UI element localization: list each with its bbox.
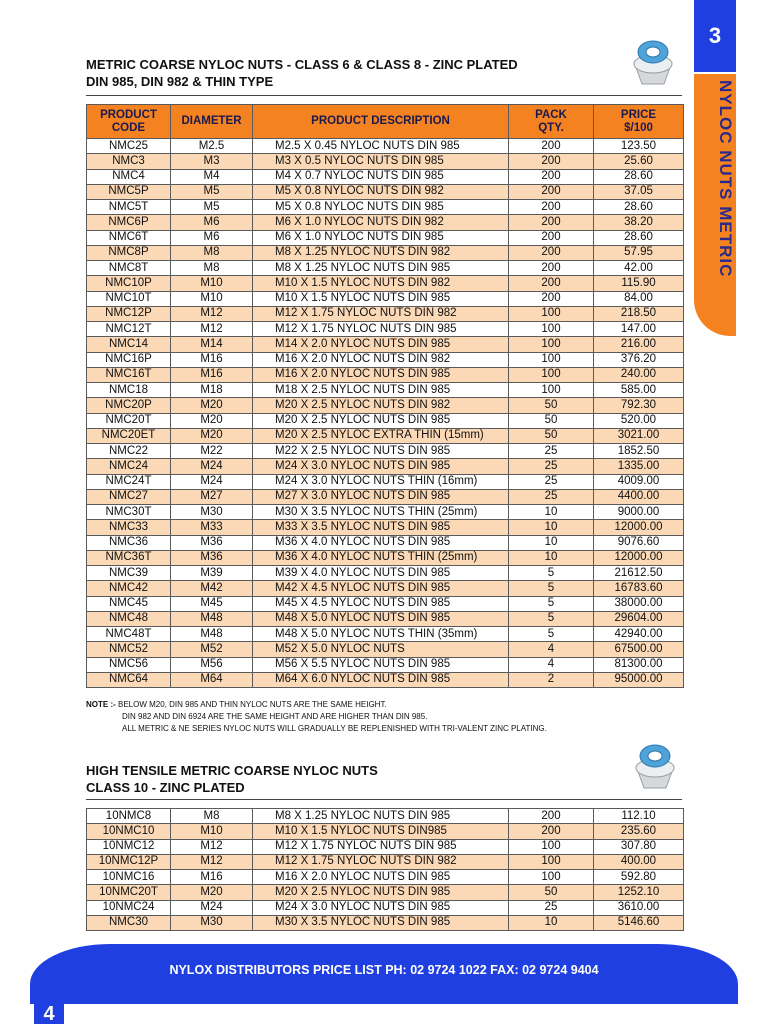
cell-price: 4400.00 xyxy=(594,489,684,504)
cell-pack-qty: 5 xyxy=(509,627,594,642)
table-row xyxy=(87,398,684,413)
table-row xyxy=(87,566,684,581)
cell-description: M16 X 2.0 NYLOC NUTS DIN 985 xyxy=(253,367,509,382)
cell-price: 84.00 xyxy=(594,291,684,306)
cell-description: M4 X 0.7 NYLOC NUTS DIN 985 xyxy=(253,169,509,184)
cell-price: 400.00 xyxy=(594,854,684,869)
cell-pack-qty: 4 xyxy=(509,657,594,672)
cell-price: 28.60 xyxy=(594,200,684,215)
cell-diameter: M45 xyxy=(171,596,253,611)
cell-diameter: M16 xyxy=(171,352,253,367)
cell-product-code: NMC22 xyxy=(87,444,171,459)
cell-pack-qty: 200 xyxy=(509,139,594,154)
cell-product-code: NMC18 xyxy=(87,383,171,398)
cell-product-code: NMC56 xyxy=(87,657,171,672)
cell-price: 3021.00 xyxy=(594,428,684,443)
cell-product-code: NMC36T xyxy=(87,550,171,565)
cell-pack-qty: 200 xyxy=(509,245,594,260)
cell-description: M14 X 2.0 NYLOC NUTS DIN 985 xyxy=(253,337,509,352)
cell-product-code: NMC14 xyxy=(87,337,171,352)
cell-product-code: NMC30 xyxy=(87,915,171,930)
cell-price: 520.00 xyxy=(594,413,684,428)
cell-price: 42.00 xyxy=(594,261,684,276)
table-row xyxy=(87,520,684,535)
cell-diameter: M16 xyxy=(171,367,253,382)
cell-product-code: NMC20ET xyxy=(87,428,171,443)
cell-diameter: M10 xyxy=(171,824,253,839)
cell-diameter: M16 xyxy=(171,870,253,885)
cell-product-code: NMC12P xyxy=(87,306,171,321)
cell-description: M18 X 2.5 NYLOC NUTS DIN 985 xyxy=(253,383,509,398)
cell-price: 4009.00 xyxy=(594,474,684,489)
cell-description: M12 X 1.75 NYLOC NUTS DIN 982 xyxy=(253,306,509,321)
cell-product-code: NMC8P xyxy=(87,245,171,260)
cell-product-code: 10NMC10 xyxy=(87,824,171,839)
cell-price: 1335.00 xyxy=(594,459,684,474)
cell-diameter: M20 xyxy=(171,398,253,413)
cell-pack-qty: 100 xyxy=(509,337,594,352)
table-row xyxy=(87,184,684,199)
cell-price: 95000.00 xyxy=(594,672,684,687)
cell-pack-qty: 25 xyxy=(509,900,594,915)
cell-price: 5146.60 xyxy=(594,915,684,930)
cell-diameter: M64 xyxy=(171,672,253,687)
note-line3: ALL METRIC & NE SERIES NYLOC NUTS WILL GRADUALLY BE REPLENISHED WITH TRI-VALENT ZINC PLATING. xyxy=(122,724,547,733)
cell-description: M16 X 2.0 NYLOC NUTS DIN 985 xyxy=(253,870,509,885)
cell-pack-qty: 200 xyxy=(509,809,594,824)
cell-diameter: M6 xyxy=(171,215,253,230)
section-side-label xyxy=(694,74,736,336)
table-row xyxy=(87,809,684,824)
cell-pack-qty: 2 xyxy=(509,672,594,687)
table-row xyxy=(87,611,684,626)
cell-diameter: M56 xyxy=(171,657,253,672)
cell-pack-qty: 200 xyxy=(509,261,594,276)
cell-diameter: M24 xyxy=(171,459,253,474)
cell-description: M2.5 X 0.45 NYLOC NUTS DIN 985 xyxy=(253,139,509,154)
cell-product-code: NMC24T xyxy=(87,474,171,489)
cell-price: 9000.00 xyxy=(594,505,684,520)
col-header-description: PRODUCT DESCRIPTION xyxy=(253,105,509,139)
cell-product-code: NMC10P xyxy=(87,276,171,291)
cell-diameter: M33 xyxy=(171,520,253,535)
cell-description: M10 X 1.5 NYLOC NUTS DIN 982 xyxy=(253,276,509,291)
table-row xyxy=(87,657,684,672)
table-row xyxy=(87,261,684,276)
cell-pack-qty: 100 xyxy=(509,839,594,854)
cell-description: M10 X 1.5 NYLOC NUTS DIN 985 xyxy=(253,291,509,306)
cell-description: M12 X 1.75 NYLOC NUTS DIN 985 xyxy=(253,839,509,854)
cell-diameter: M30 xyxy=(171,505,253,520)
col-header-pack: PACK QTY. xyxy=(509,105,594,139)
cell-price: 307.80 xyxy=(594,839,684,854)
cell-product-code: NMC42 xyxy=(87,581,171,596)
cell-product-code: 10NMC12 xyxy=(87,839,171,854)
table-row xyxy=(87,900,684,915)
cell-price: 240.00 xyxy=(594,367,684,382)
cell-price: 57.95 xyxy=(594,245,684,260)
table-row xyxy=(87,337,684,352)
cell-diameter: M3 xyxy=(171,154,253,169)
cell-product-code: NMC30T xyxy=(87,505,171,520)
section1-title-line1: METRIC COARSE NYLOC NUTS - CLASS 6 & CLASS 8 - ZINC PLATED xyxy=(86,57,518,72)
cell-price: 1252.10 xyxy=(594,885,684,900)
cell-description: M30 X 3.5 NYLOC NUTS DIN 985 xyxy=(253,915,509,930)
cell-description: M12 X 1.75 NYLOC NUTS DIN 985 xyxy=(253,322,509,337)
cell-description: M48 X 5.0 NYLOC NUTS THIN (35mm) xyxy=(253,627,509,642)
cell-price: 147.00 xyxy=(594,322,684,337)
cell-product-code: 10NMC8 xyxy=(87,809,171,824)
cell-price: 123.50 xyxy=(594,139,684,154)
cell-description: M5 X 0.8 NYLOC NUTS DIN 985 xyxy=(253,200,509,215)
cell-pack-qty: 25 xyxy=(509,474,594,489)
table-row xyxy=(87,870,684,885)
cell-price: 216.00 xyxy=(594,337,684,352)
cell-description: M48 X 5.0 NYLOC NUTS DIN 985 xyxy=(253,611,509,626)
cell-diameter: M5 xyxy=(171,200,253,215)
cell-product-code: NMC45 xyxy=(87,596,171,611)
cell-price: 115.90 xyxy=(594,276,684,291)
cell-price: 38000.00 xyxy=(594,596,684,611)
cell-pack-qty: 5 xyxy=(509,611,594,626)
table-header-row xyxy=(87,105,684,139)
table-row xyxy=(87,824,684,839)
cell-pack-qty: 100 xyxy=(509,352,594,367)
section2-title-line2: CLASS 10 - ZINC PLATED xyxy=(86,780,245,795)
cell-price: 81300.00 xyxy=(594,657,684,672)
cell-diameter: M10 xyxy=(171,276,253,291)
cell-description: M56 X 5.5 NYLOC NUTS DIN 985 xyxy=(253,657,509,672)
cell-diameter: M8 xyxy=(171,809,253,824)
cell-product-code: NMC6P xyxy=(87,215,171,230)
cell-pack-qty: 25 xyxy=(509,444,594,459)
cell-diameter: M4 xyxy=(171,169,253,184)
table-row xyxy=(87,550,684,565)
cell-pack-qty: 50 xyxy=(509,428,594,443)
cell-product-code: NMC39 xyxy=(87,566,171,581)
cell-diameter: M27 xyxy=(171,489,253,504)
col-header-price: PRICE $/100 xyxy=(594,105,684,139)
cell-price: 25.60 xyxy=(594,154,684,169)
cell-price: 38.20 xyxy=(594,215,684,230)
cell-price: 218.50 xyxy=(594,306,684,321)
cell-price: 67500.00 xyxy=(594,642,684,657)
cell-description: M8 X 1.25 NYLOC NUTS DIN 985 xyxy=(253,261,509,276)
cell-product-code: NMC20P xyxy=(87,398,171,413)
cell-price: 12000.00 xyxy=(594,520,684,535)
cell-product-code: NMC16T xyxy=(87,367,171,382)
cell-product-code: 10NMC12P xyxy=(87,854,171,869)
cell-diameter: M48 xyxy=(171,611,253,626)
cell-description: M24 X 3.0 NYLOC NUTS DIN 985 xyxy=(253,459,509,474)
section2-title xyxy=(86,762,378,796)
cell-description: M5 X 0.8 NYLOC NUTS DIN 982 xyxy=(253,184,509,199)
cell-pack-qty: 25 xyxy=(509,489,594,504)
cell-description: M45 X 4.5 NYLOC NUTS DIN 985 xyxy=(253,596,509,611)
cell-price: 585.00 xyxy=(594,383,684,398)
cell-description: M20 X 2.5 NYLOC NUTS DIN 982 xyxy=(253,398,509,413)
cell-product-code: NMC5P xyxy=(87,184,171,199)
cell-diameter: M12 xyxy=(171,322,253,337)
cell-product-code: NMC12T xyxy=(87,322,171,337)
cell-description: M8 X 1.25 NYLOC NUTS DIN 985 xyxy=(253,809,509,824)
cell-description: M20 X 2.5 NYLOC NUTS DIN 985 xyxy=(253,885,509,900)
cell-diameter: M6 xyxy=(171,230,253,245)
cell-price: 37.05 xyxy=(594,184,684,199)
table-row xyxy=(87,444,684,459)
cell-description: M24 X 3.0 NYLOC NUTS THIN (16mm) xyxy=(253,474,509,489)
section2-divider xyxy=(86,799,682,800)
cell-product-code: 10NMC16 xyxy=(87,870,171,885)
table-row xyxy=(87,230,684,245)
cell-pack-qty: 10 xyxy=(509,505,594,520)
cell-price: 16783.60 xyxy=(594,581,684,596)
high-tensile-nyloc-price-table xyxy=(86,808,684,931)
table-row xyxy=(87,276,684,291)
cell-price: 376.20 xyxy=(594,352,684,367)
cell-price: 29604.00 xyxy=(594,611,684,626)
cell-product-code: NMC16P xyxy=(87,352,171,367)
cell-price: 792.30 xyxy=(594,398,684,413)
note-label: NOTE :- xyxy=(86,700,116,709)
page-tab-number: 3 xyxy=(694,0,736,72)
table-row xyxy=(87,306,684,321)
table-row xyxy=(87,459,684,474)
cell-diameter: M18 xyxy=(171,383,253,398)
table-row xyxy=(87,535,684,550)
cell-pack-qty: 50 xyxy=(509,885,594,900)
cell-diameter: M39 xyxy=(171,566,253,581)
cell-diameter: M5 xyxy=(171,184,253,199)
nyloc-nut-icon xyxy=(630,738,680,794)
note-line1-text: BELOW M20, DIN 985 AND THIN NYLOC NUTS ARE THE SAME HEIGHT. xyxy=(115,700,387,709)
cell-price: 28.60 xyxy=(594,230,684,245)
table-row xyxy=(87,885,684,900)
cell-pack-qty: 200 xyxy=(509,169,594,184)
cell-product-code: NMC5T xyxy=(87,200,171,215)
cell-description: M30 X 3.5 NYLOC NUTS THIN (25mm) xyxy=(253,505,509,520)
table-row xyxy=(87,915,684,930)
table-row xyxy=(87,672,684,687)
cell-diameter: M8 xyxy=(171,261,253,276)
table-row xyxy=(87,505,684,520)
cell-diameter: M22 xyxy=(171,444,253,459)
cell-description: M20 X 2.5 NYLOC NUTS DIN 985 xyxy=(253,413,509,428)
cell-product-code: NMC4 xyxy=(87,169,171,184)
cell-price: 235.60 xyxy=(594,824,684,839)
table-row xyxy=(87,627,684,642)
cell-description: M27 X 3.0 NYLOC NUTS DIN 985 xyxy=(253,489,509,504)
cell-pack-qty: 200 xyxy=(509,824,594,839)
cell-pack-qty: 200 xyxy=(509,215,594,230)
cell-product-code: NMC25 xyxy=(87,139,171,154)
cell-pack-qty: 5 xyxy=(509,596,594,611)
cell-product-code: 10NMC20T xyxy=(87,885,171,900)
cell-product-code: NMC52 xyxy=(87,642,171,657)
footer-contact-text: NYLOX DISTRIBUTORS PRICE LIST PH: 02 9724 1022 FAX: 02 9724 9404 xyxy=(169,963,599,977)
cell-diameter: M24 xyxy=(171,474,253,489)
table-row xyxy=(87,489,684,504)
cell-product-code: NMC3 xyxy=(87,154,171,169)
cell-diameter: M12 xyxy=(171,854,253,869)
cell-pack-qty: 200 xyxy=(509,230,594,245)
cell-diameter: M20 xyxy=(171,413,253,428)
cell-diameter: M12 xyxy=(171,839,253,854)
cell-diameter: M20 xyxy=(171,885,253,900)
table-row xyxy=(87,169,684,184)
cell-pack-qty: 100 xyxy=(509,367,594,382)
cell-pack-qty: 100 xyxy=(509,854,594,869)
note-line2: DIN 982 AND DIN 6924 ARE THE SAME HEIGHT AND ARE HIGHER THAN DIN 985. xyxy=(122,712,428,721)
cell-description: M36 X 4.0 NYLOC NUTS DIN 985 xyxy=(253,535,509,550)
table-row xyxy=(87,200,684,215)
cell-pack-qty: 10 xyxy=(509,520,594,535)
cell-price: 112.10 xyxy=(594,809,684,824)
table-row xyxy=(87,352,684,367)
cell-diameter: M10 xyxy=(171,291,253,306)
cell-pack-qty: 100 xyxy=(509,322,594,337)
cell-price: 592.80 xyxy=(594,870,684,885)
cell-price: 3610.00 xyxy=(594,900,684,915)
section1-title xyxy=(86,56,518,90)
col-header-code: PRODUCT CODE xyxy=(87,105,171,139)
cell-diameter: M48 xyxy=(171,627,253,642)
cell-product-code: NMC20T xyxy=(87,413,171,428)
cell-description: M22 X 2.5 NYLOC NUTS DIN 985 xyxy=(253,444,509,459)
cell-diameter: M24 xyxy=(171,900,253,915)
cell-pack-qty: 5 xyxy=(509,566,594,581)
cell-product-code: NMC6T xyxy=(87,230,171,245)
cell-diameter: M30 xyxy=(171,915,253,930)
cell-description: M16 X 2.0 NYLOC NUTS DIN 982 xyxy=(253,352,509,367)
cell-product-code: 10NMC24 xyxy=(87,900,171,915)
cell-diameter: M36 xyxy=(171,550,253,565)
cell-description: M10 X 1.5 NYLOC NUTS DIN985 xyxy=(253,824,509,839)
cell-product-code: NMC27 xyxy=(87,489,171,504)
cell-product-code: NMC33 xyxy=(87,520,171,535)
cell-diameter: M42 xyxy=(171,581,253,596)
cell-pack-qty: 10 xyxy=(509,915,594,930)
table-row xyxy=(87,322,684,337)
cell-pack-qty: 50 xyxy=(509,413,594,428)
table-row xyxy=(87,642,684,657)
cell-product-code: NMC48 xyxy=(87,611,171,626)
cell-pack-qty: 100 xyxy=(509,383,594,398)
cell-diameter: M12 xyxy=(171,306,253,321)
table-row xyxy=(87,154,684,169)
side-label-text: NYLOC NUTS METRIC xyxy=(716,80,735,278)
table-row xyxy=(87,581,684,596)
metric-nyloc-price-table xyxy=(86,104,684,688)
cell-product-code: NMC24 xyxy=(87,459,171,474)
cell-description: M20 X 2.5 NYLOC EXTRA THIN (15mm) xyxy=(253,428,509,443)
cell-diameter: M52 xyxy=(171,642,253,657)
cell-pack-qty: 200 xyxy=(509,154,594,169)
nyloc-nut-icon xyxy=(628,34,678,90)
cell-description: M12 X 1.75 NYLOC NUTS DIN 982 xyxy=(253,854,509,869)
cell-pack-qty: 200 xyxy=(509,276,594,291)
table-row xyxy=(87,383,684,398)
cell-description: M36 X 4.0 NYLOC NUTS THIN (25mm) xyxy=(253,550,509,565)
table-row xyxy=(87,413,684,428)
section2-title-line1: HIGH TENSILE METRIC COARSE NYLOC NUTS xyxy=(86,763,378,778)
table-row xyxy=(87,839,684,854)
cell-product-code: NMC48T xyxy=(87,627,171,642)
cell-description: M42 X 4.5 NYLOC NUTS DIN 985 xyxy=(253,581,509,596)
cell-diameter: M14 xyxy=(171,337,253,352)
table-row xyxy=(87,428,684,443)
cell-pack-qty: 200 xyxy=(509,291,594,306)
note-line1 xyxy=(86,699,547,711)
cell-description: M6 X 1.0 NYLOC NUTS DIN 985 xyxy=(253,230,509,245)
cell-description: M64 X 6.0 NYLOC NUTS DIN 985 xyxy=(253,672,509,687)
cell-diameter: M2.5 xyxy=(171,139,253,154)
cell-product-code: NMC36 xyxy=(87,535,171,550)
cell-diameter: M8 xyxy=(171,245,253,260)
cell-pack-qty: 10 xyxy=(509,550,594,565)
cell-pack-qty: 100 xyxy=(509,870,594,885)
table-row xyxy=(87,291,684,306)
cell-price: 12000.00 xyxy=(594,550,684,565)
col-header-diameter: DIAMETER xyxy=(171,105,253,139)
cell-price: 42940.00 xyxy=(594,627,684,642)
cell-product-code: NMC10T xyxy=(87,291,171,306)
cell-description: M39 X 4.0 NYLOC NUTS DIN 985 xyxy=(253,566,509,581)
cell-description: M33 X 3.5 NYLOC NUTS DIN 985 xyxy=(253,520,509,535)
table-row xyxy=(87,215,684,230)
cell-description: M3 X 0.5 NYLOC NUTS DIN 985 xyxy=(253,154,509,169)
cell-pack-qty: 200 xyxy=(509,200,594,215)
cell-pack-qty: 4 xyxy=(509,642,594,657)
cell-pack-qty: 5 xyxy=(509,581,594,596)
table-row xyxy=(87,367,684,382)
cell-pack-qty: 25 xyxy=(509,459,594,474)
table-row xyxy=(87,854,684,869)
table-row xyxy=(87,474,684,489)
cell-product-code: NMC8T xyxy=(87,261,171,276)
cell-description: M6 X 1.0 NYLOC NUTS DIN 982 xyxy=(253,215,509,230)
table-row xyxy=(87,245,684,260)
cell-description: M24 X 3.0 NYLOC NUTS DIN 985 xyxy=(253,900,509,915)
table-row xyxy=(87,139,684,154)
cell-price: 28.60 xyxy=(594,169,684,184)
section1-title-line2: DIN 985, DIN 982 & THIN TYPE xyxy=(86,74,274,89)
table-row xyxy=(87,596,684,611)
cell-diameter: M36 xyxy=(171,535,253,550)
cell-price: 9076.60 xyxy=(594,535,684,550)
cell-description: M52 X 5.0 NYLOC NUTS xyxy=(253,642,509,657)
cell-product-code: NMC64 xyxy=(87,672,171,687)
cell-pack-qty: 100 xyxy=(509,306,594,321)
cell-price: 1852.50 xyxy=(594,444,684,459)
section1-divider xyxy=(86,95,682,96)
cell-pack-qty: 10 xyxy=(509,535,594,550)
table-note xyxy=(86,699,547,735)
cell-pack-qty: 50 xyxy=(509,398,594,413)
cell-price: 21612.50 xyxy=(594,566,684,581)
page-number: 4 xyxy=(34,994,64,1024)
cell-diameter: M20 xyxy=(171,428,253,443)
cell-pack-qty: 200 xyxy=(509,184,594,199)
cell-description: M8 X 1.25 NYLOC NUTS DIN 982 xyxy=(253,245,509,260)
